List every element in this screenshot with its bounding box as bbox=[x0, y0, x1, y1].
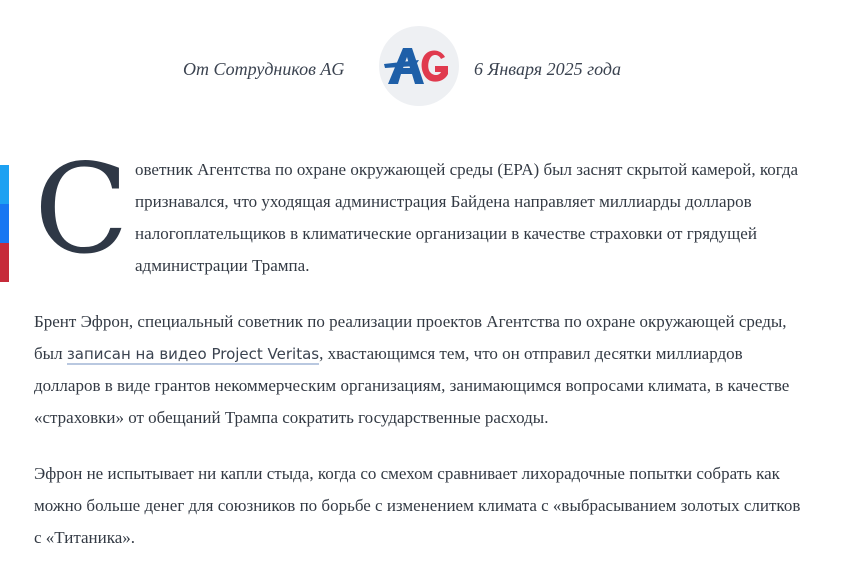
article-paragraph-2 bbox=[34, 306, 804, 434]
share-bar bbox=[0, 165, 9, 282]
paragraph-2-text-start: Брент Эфрон, специальный советник по реализации проектов Агентства по охране окружающей среды, был bbox=[34, 312, 787, 363]
flipboard-share-icon[interactable] bbox=[0, 243, 9, 282]
article-paragraph-1 bbox=[34, 138, 804, 282]
drop-cap: С bbox=[34, 138, 129, 282]
site-logo[interactable] bbox=[379, 26, 459, 106]
facebook-share-icon[interactable] bbox=[0, 204, 9, 243]
publish-date: 6 Января 2025 года bbox=[474, 59, 621, 79]
author-name[interactable]: От Сотрудников AG bbox=[183, 59, 345, 79]
article-paragraph-3: Эфрон не испытывает ни капли стыда, когда со смехом сравнивает лихорадочные попытки собрать как можно больше денег для союзников по борьбе с изменением климата с «выбрасыванием золотых слитков с «Титаника». bbox=[34, 464, 801, 547]
article-body bbox=[34, 138, 804, 547]
paragraph-1-text: оветник Агентства по охране окружающей среды (EPA) был заснят скрытой камерой, когда признавался, что уходящая администрация Байдена направляет миллиарды долларов налогоплательщиков в климатические организации в качестве страховки от грядущей администрации Трампа. bbox=[135, 160, 799, 275]
article-byline bbox=[0, 26, 868, 106]
project-veritas-video-link[interactable]: записан на видео Project Veritas bbox=[66, 345, 320, 363]
twitter-share-icon[interactable] bbox=[0, 165, 9, 204]
ag-logo-icon bbox=[379, 26, 459, 106]
paragraph-2-text-end: , хвастающимся тем, что он отправил десятки миллиардов долларов в виде грантов некоммерческим организациям, занимающимся вопросами климата, в качестве «страховки» от обещаний Трампа сократить государственные расходы. bbox=[34, 344, 790, 427]
